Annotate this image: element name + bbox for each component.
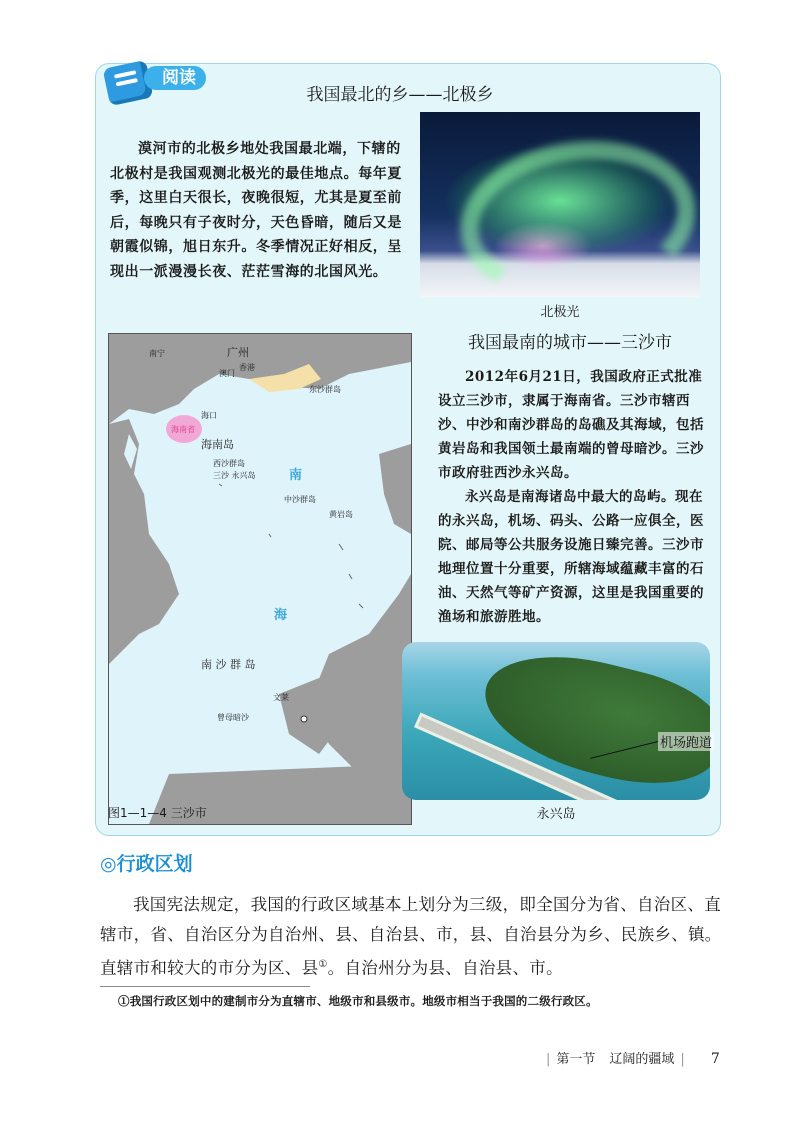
yongxing-island-photo bbox=[402, 642, 710, 800]
runway-label: 机场跑道 bbox=[658, 732, 714, 751]
aurora-caption: 北极光 bbox=[540, 305, 580, 320]
aurora-photo bbox=[420, 112, 700, 297]
map-label-hainan-province: 海南省 bbox=[171, 425, 195, 434]
reading-badge-label: 阅读 bbox=[144, 66, 206, 90]
page-number: 7 bbox=[710, 1051, 720, 1067]
map-label-huangyan: 黄岩岛 bbox=[329, 510, 353, 519]
footer-section: 第一节 bbox=[556, 1052, 596, 1067]
map-label-macau: 澳门 bbox=[219, 369, 235, 378]
map-label-hainan-island: 海南岛 bbox=[201, 438, 234, 451]
map-label-xisha: 西沙群岛 bbox=[213, 459, 245, 468]
map-label-sea-hai: 海 bbox=[274, 608, 288, 623]
footnote: ①我国行政区划中的建制市分为直辖市、地级市和县级市。地级市相当于我国的二级行政区。 bbox=[118, 994, 598, 1008]
footnote-divider bbox=[100, 986, 310, 987]
map-label-sansha-yongxing: 三沙 永兴岛 bbox=[213, 471, 256, 480]
map-label-zengmu: 曾母暗沙 bbox=[217, 713, 249, 722]
footer-chapter: 辽阔的疆域 bbox=[609, 1052, 675, 1067]
map-label-wenlai: 文莱 bbox=[273, 693, 289, 702]
page-footer: | 第一节 辽阔的疆域 | 7 bbox=[546, 1051, 720, 1067]
reading-paragraph: 漠河市的北极乡地处我国最北端，下辖的北极村是我国观测北极光的最佳地点。每年夏季，这里白天很长，夜晚很短，尤其是夏至前后，每晚只有子夜时分，天色昏暗，随后又是朝霞似锦，旭日东升。冬季情况正好相反，呈现出一派漫漫长夜、茫茫雪海的北国风光。 bbox=[110, 141, 402, 280]
sansha-map bbox=[108, 333, 412, 825]
map-label-nanning: 南宁 bbox=[149, 349, 165, 358]
map-label-guangzhou: 广州 bbox=[227, 346, 249, 359]
reading-title: 我国最北的乡——北极乡 bbox=[306, 85, 494, 105]
footnote-mark: ① bbox=[318, 959, 328, 970]
map-label-nansha: 南 沙 群 岛 bbox=[201, 658, 256, 671]
section-body-before: 我国宪法规定，我国的行政区域基本上划分为三级，即全国分为省、自治区、直辖市，省、自治区分为自治州、县、自治县、市，县、自治县分为乡、民族乡、镇。直辖市和较大的市分为区、县 bbox=[100, 895, 722, 978]
map-label-sea-nan: 南 bbox=[289, 468, 303, 483]
section-body bbox=[100, 890, 725, 984]
reading-badge bbox=[100, 58, 218, 102]
island-land bbox=[472, 642, 710, 800]
map-label-haikou: 海口 bbox=[201, 411, 217, 420]
section-body-after: 。自治州分为县、自治县、市。 bbox=[327, 958, 563, 978]
island-caption: 永兴岛 bbox=[536, 807, 576, 822]
map-label-dongsha: 东沙群岛 bbox=[309, 385, 341, 394]
map-land bbox=[109, 334, 411, 824]
section-heading: ◎行政区划 bbox=[100, 853, 193, 875]
sansha-paragraph-2: 永兴岛是南海诸岛中最大的岛屿。现在的永兴岛，机场、码头、公路一应俱全，医院、邮局等公共服务设施日臻完善。三沙市地理位置十分重要，所辖海域蕴藏丰富的石油、天然气等矿产资源，这里是我国重要的渔场和旅游胜地。 bbox=[438, 489, 704, 625]
sansha-paragraph-1: 2012年6月21日，我国政府正式批准设立三沙市，隶属于海南省。三沙市辖西沙、中沙和南沙群岛的岛礁及其海域，包括黄岩岛和我国领土最南端的曾母暗沙。三沙市政府驻西沙永兴岛。 bbox=[438, 369, 704, 481]
map-label-hongkong: 香港 bbox=[239, 363, 255, 372]
sansha-title: 我国最南的城市——三沙市 bbox=[468, 333, 672, 353]
map-caption: 图1—1—4 三沙市 bbox=[108, 806, 207, 820]
map-label-zhongsha: 中沙群岛 bbox=[284, 495, 316, 504]
